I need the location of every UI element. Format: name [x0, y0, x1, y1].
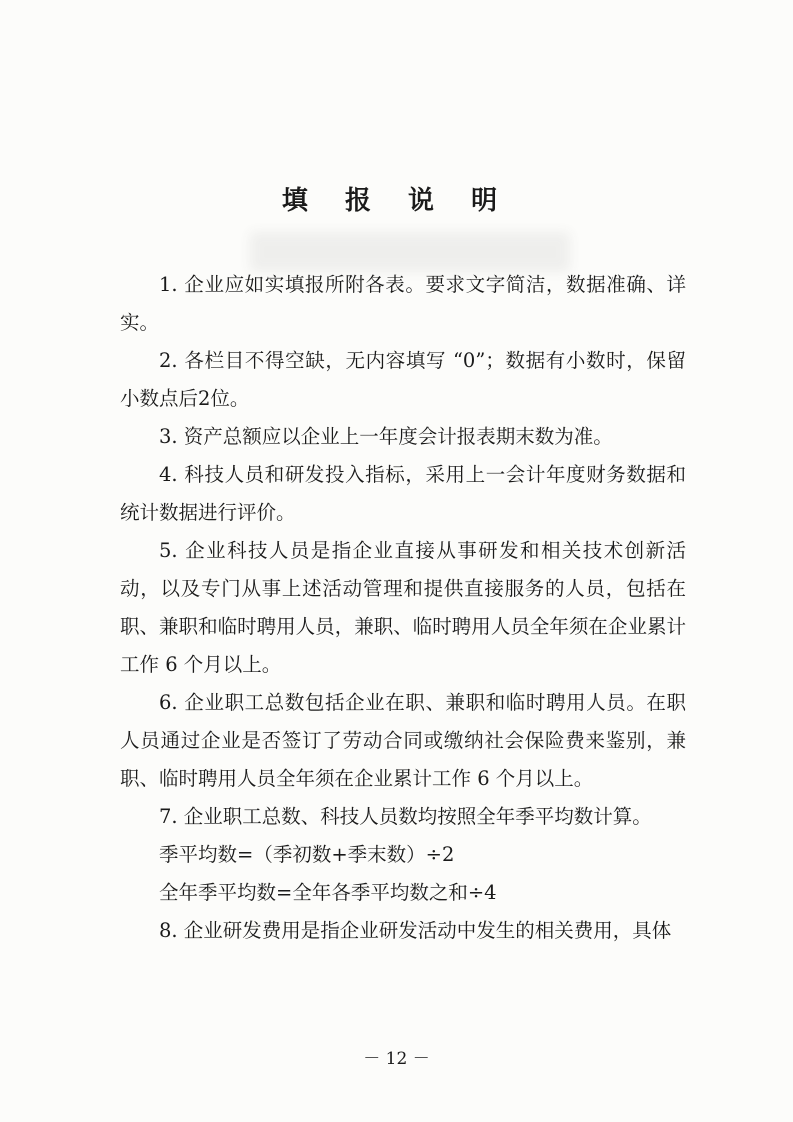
formula-annual-average: 全年季平均数=全年各季平均数之和÷4: [159, 881, 497, 904]
paragraph-1: 1. 企业应如实填报所附各表。要求文字简洁，数据准确、详实。: [120, 273, 686, 334]
page-number: － 12 －: [363, 1049, 430, 1069]
paragraph-7: 7. 企业职工总数、科技人员数均按照全年季平均数计算。: [159, 805, 652, 828]
paragraph-8: 8. 企业研发费用是指企业研发活动中发生的相关费用，具体: [159, 919, 672, 942]
page-title: 填 报 说 明: [281, 186, 512, 216]
paragraph-4: 4. 科技人员和研发投入指标，采用上一会计年度财务数据和统计数据进行评价。: [120, 463, 686, 524]
paragraph-2: 2. 各栏目不得空缺，无内容填写 “0”；数据有小数时，保留小数点后2位。: [120, 349, 686, 410]
paragraph-6: 6. 企业职工总数包括企业在职、兼职和临时聘用人员。在职人员通过企业是否签订了劳动合同或缴纳社会保险费来鉴别，兼职、临时聘用人员全年须在企业累计工作 6 个月以上。: [120, 691, 686, 790]
paragraph-3: 3. 资产总额应以企业上一年度会计报表期末数为准。: [159, 425, 613, 448]
formula-quarter-average: 季平均数=（季初数+季末数）÷2: [159, 843, 455, 866]
paragraph-5: 5. 企业科技人员是指企业直接从事研发和相关技术创新活动，以及专门从事上述活动管理和提供直接服务的人员，包括在职、兼职和临时聘用人员，兼职、临时聘用人员全年须在企业累计工作 6 个月以上。: [120, 539, 686, 676]
instructions-body: [120, 266, 686, 950]
